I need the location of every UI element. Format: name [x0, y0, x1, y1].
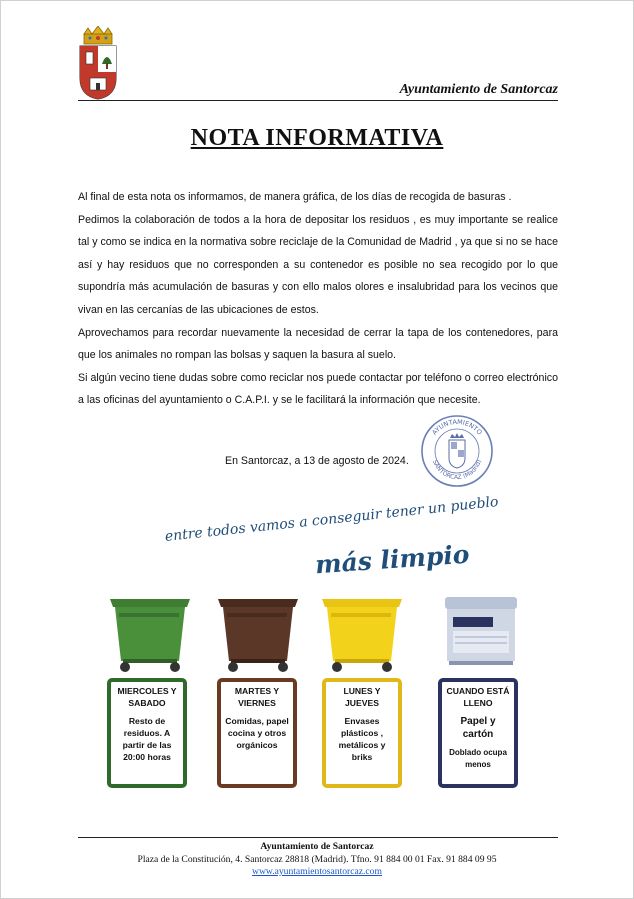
- header-organization: Ayuntamiento de Santorcaz: [399, 82, 558, 97]
- paragraph-contact: Si algún vecino tiene dudas sobre como reciclar nos puede contactar por teléfono o correo electrónico a las oficinas del ayuntamiento o C.A.P.I. y se le facilitará la información que necesite.: [78, 371, 558, 407]
- footer-divider: [78, 837, 558, 838]
- paragraph-collaboration: Pedimos la colaboración de todos a la hora de depositar los residuos , es muy importante se realice tal y como se indica en la normativa sobre reciclaje de la Comunidad de Madrid , ya que si no se hace así y hay residuos que no corresponden a su contenedor es posible no sea recogido por lo que supondría más acumulación de basuras y con ello malos olores e insalubridad para los vecinos que vivan en las cercanías de las ubicaciones de estos.: [78, 213, 558, 316]
- paragraph-intro: Al final de esta nota os informamos, de manera gráfica, de los días de recogida de basuras .: [78, 191, 512, 203]
- footer-organization: Ayuntamiento de Santorcaz: [260, 841, 374, 852]
- page-title: NOTA INFORMATIVA: [190, 125, 444, 151]
- card-extra: Doblado ocupa menos: [449, 748, 507, 769]
- collection-card-resto: [107, 678, 187, 788]
- card-day: CUANDO ESTÁ LLENO: [446, 686, 510, 708]
- notice-body: [78, 186, 558, 412]
- svg-text:SANTORCAZ (Madrid): [431, 459, 483, 481]
- stamp-text-bottom: SANTORCAZ (Madrid): [430, 459, 484, 482]
- card-items: Resto de residuos. A partir de las 20:00 horas: [122, 716, 172, 762]
- footer-website-link[interactable]: www.ayuntamientosantorcaz.com: [252, 866, 382, 877]
- date-line: En Santorcaz, a 13 de agosto de 2024.: [225, 455, 409, 467]
- card-day: MIERCOLES Y SABADO: [117, 686, 177, 708]
- stamp-text-top: AYUNTAMIENTO: [430, 417, 484, 437]
- card-day: MARTES Y VIERNES: [234, 686, 280, 708]
- collection-card-organico: [217, 678, 297, 788]
- slogan-line-2: más limpio: [314, 539, 471, 580]
- footer: [0, 841, 634, 879]
- slogan-line-1: entre todos vamos a conseguir tener un pueblo: [164, 494, 500, 545]
- green-bin-icon: [107, 593, 193, 675]
- card-items: Comidas, papel cocina y otros orgánicos: [225, 716, 289, 750]
- collection-card-envases: [322, 678, 402, 788]
- header-divider: [78, 100, 558, 101]
- blue-container-icon: [437, 593, 523, 675]
- coat-of-arms-icon: [76, 26, 120, 100]
- yellow-bin-icon: [319, 593, 405, 675]
- collection-card-papel: [438, 678, 518, 788]
- paragraph-lids: Aprovechamos para recordar nuevamente la necesidad de cerrar la tapa de los contenedores, para que los animales no rompan las bolsas y saquen la basura al suelo.: [78, 326, 558, 362]
- card-items: Papel y cartón: [460, 716, 496, 740]
- card-items: Envases plásticos , metálicos y briks: [338, 716, 386, 762]
- card-day: LUNES Y JUEVES: [343, 686, 381, 708]
- brown-bin-icon: [215, 593, 301, 675]
- official-stamp-icon: [420, 414, 494, 488]
- waste-collection-infographic: [105, 494, 525, 795]
- footer-address: Plaza de la Constitución, 4. Santorcaz 28818 (Madrid). Tfno. 91 884 00 01 Fax. 91 884 09 95: [137, 853, 497, 865]
